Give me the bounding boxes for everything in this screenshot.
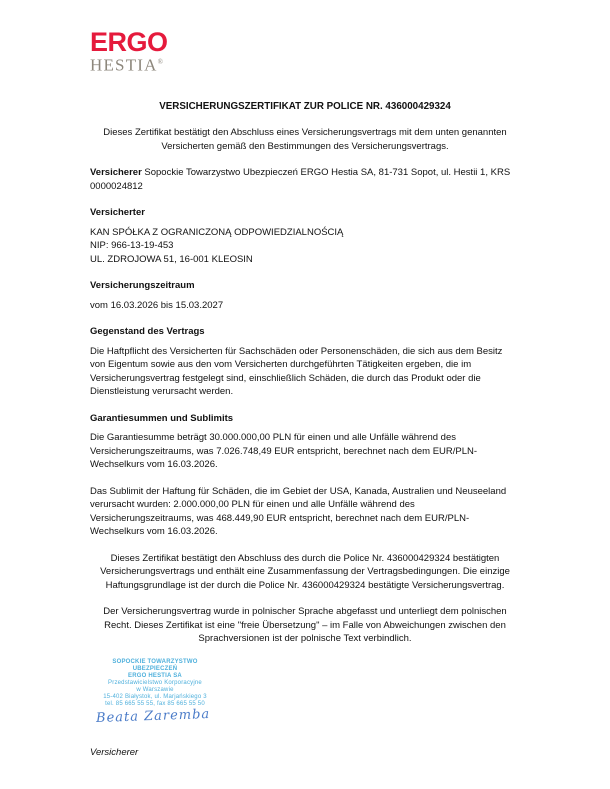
stamp-line-office: Przedstawicielstwo Korporacyjne: [108, 679, 202, 686]
insured-nip: NIP: 966-13-19-453: [90, 240, 174, 252]
insured-address: UL. ZDROJOWA 51, 16-001 KLEOSIN: [90, 253, 253, 265]
confirmation-paragraph: Dieses Zertifikat bestätigt den Abschluss des durch die Police Nr. 436000429324 bestätigten Versicherungsvertrags und enthält eine Zusammenfassung der Vertragsbedingungen. Die einzige Haftungsgrundlage ist der durch die Police Nr. 436000429324 bestätigte Versicherungsvertrag.: [100, 552, 510, 591]
limits-paragraph-2: Das Sublimit der Haftung für Schäden, die im Gebiet der USA, Kanada, Australien und Neuseeland verursacht wurden: 2.000.000,00 PLN für einen und alle Unfälle während des Versicherungszeitraums, was 468.449,90 EUR entspricht, berechnet nach dem EUR/PLN-Wechselkurs vom 16.03.2026.: [90, 485, 507, 538]
stamp-line-address: 15-402 Białystok, ul. Marjańskiego 3: [103, 693, 207, 700]
logo-hestia-word: HESTIA: [90, 55, 158, 75]
stamp-line-company: SOPOCKIE TOWARZYSTWO UBEZPIECZEŃ: [112, 658, 198, 672]
subject-heading: Gegenstand des Vertrags: [90, 326, 205, 338]
handwritten-signature: Beata Zaremba: [95, 706, 211, 726]
certificate-title: VERSICHERUNGSZERTIFIKAT ZUR POLICE NR. 436000429324: [159, 100, 451, 112]
insurer-label: Versicherer: [90, 167, 142, 179]
subject-text: Die Haftpflicht des Versicherten für Sachschäden oder Personenschäden, die sich aus dem Besitz von Eigentum sowie aus den vom Versicherten durchgeführten Tätigkeiten ergeben, die im Versicherungsvertrag festgelegt sind, einschließlich Schäden, die durch das Produkt oder die Dienstleistung verursacht werden.: [90, 345, 503, 398]
insured-heading: Versicherter: [90, 207, 145, 219]
footer-insurer-label: Versicherer: [90, 747, 139, 759]
insured-details: [90, 226, 520, 267]
insurer-text: Sopockie Towarzystwo Ubezpieczeń ERGO Hestia SA, 81-731 Sopot, ul. Hestii 1, KRS 0000024812: [90, 167, 511, 192]
ergo-hestia-logo: [90, 27, 520, 75]
insurer-paragraph: [90, 166, 520, 193]
insured-name: KAN SPÓŁKA Z OGRANICZONĄ ODPOWIEDZIALNOŚCIĄ: [90, 226, 344, 238]
period-heading: Versicherungszeitraum: [90, 280, 195, 292]
intro-paragraph: Dieses Zertifikat bestätigt den Abschluss eines Versicherungsvertrags mit dem unten genannten Versicherten gemäß den Bestimmungen des Versicherungsvertrags.: [103, 127, 507, 152]
logo-ergo-text: ERGO: [90, 27, 168, 57]
limits-paragraph-1: Die Garantiesumme beträgt 30.000.000,00 PLN für einen und alle Unfälle während des Versicherungszeitraums, was 7.026.748,49 EUR entspricht, berechnet nach dem EUR/PLN-Wechselkurs vom 16.03.2026.: [90, 432, 478, 471]
period-text: vom 16.03.2026 bis 15.03.2027: [90, 299, 224, 311]
logo-hestia-text: [90, 54, 520, 74]
governing-law-paragraph: Der Versicherungsvertrag wurde in polnischer Sprache abgefasst und unterliegt dem polnischen Recht. Dieses Zertifikat ist eine "freie Übersetzung" – im Falle von Abweichungen zwischen den Sprachversionen ist der polnische Text verbindlich.: [103, 606, 507, 645]
stamp-line-brand: ERGO HESTIA SA: [128, 672, 182, 679]
limits-heading: Garantiesummen und Sublimits: [90, 412, 234, 424]
stamp-line-phone: tel. 85 665 55 55, fax 85 665 55 50: [105, 700, 205, 707]
company-stamp: [90, 659, 220, 708]
stamp-line-city: w Warszawie: [136, 686, 174, 693]
registered-trademark-icon: ®: [157, 58, 163, 66]
